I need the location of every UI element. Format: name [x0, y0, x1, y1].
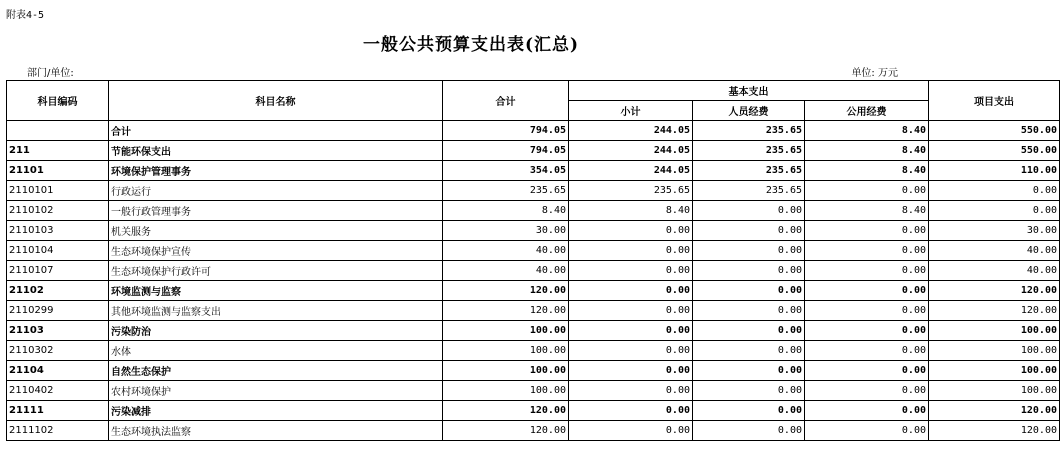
- cell-public: 0.00: [805, 401, 929, 421]
- cell-public: 0.00: [805, 341, 929, 361]
- cell-public: 0.00: [805, 241, 929, 261]
- cell-code: 21101: [7, 161, 109, 181]
- cell-project: 120.00: [929, 281, 1060, 301]
- table-row: [7, 181, 1060, 201]
- cell-project: 120.00: [929, 401, 1060, 421]
- cell-public: 8.40: [805, 201, 929, 221]
- cell-total: 235.65: [443, 181, 569, 201]
- cell-project: 40.00: [929, 261, 1060, 281]
- cell-project: 100.00: [929, 321, 1060, 341]
- cell-project: 110.00: [929, 161, 1060, 181]
- cell-personnel: 0.00: [693, 341, 805, 361]
- cell-total: 794.05: [443, 121, 569, 141]
- table-row: [7, 301, 1060, 321]
- cell-project: 550.00: [929, 121, 1060, 141]
- cell-code: 2111102: [7, 421, 109, 441]
- cell-personnel: 0.00: [693, 421, 805, 441]
- cell-total: 120.00: [443, 301, 569, 321]
- table-row: [7, 281, 1060, 301]
- cell-code: 2110101: [7, 181, 109, 201]
- cell-public: 8.40: [805, 121, 929, 141]
- cell-name: 污染减排: [109, 401, 443, 421]
- header-total: 合计: [443, 81, 569, 121]
- table-row: [7, 341, 1060, 361]
- cell-code: 211: [7, 141, 109, 161]
- table-row: [7, 401, 1060, 421]
- cell-personnel: 235.65: [693, 161, 805, 181]
- cell-name: 生态环境保护宣传: [109, 241, 443, 261]
- table-body: [7, 121, 1060, 441]
- header-code: 科目编码: [7, 81, 109, 121]
- cell-subtotal: 0.00: [569, 261, 693, 281]
- cell-code: 2110102: [7, 201, 109, 221]
- cell-public: 0.00: [805, 381, 929, 401]
- table-row: [7, 381, 1060, 401]
- cell-subtotal: 0.00: [569, 421, 693, 441]
- cell-public: 8.40: [805, 141, 929, 161]
- cell-personnel: 0.00: [693, 261, 805, 281]
- cell-total: 354.05: [443, 161, 569, 181]
- cell-name: 其他环境监测与监察支出: [109, 301, 443, 321]
- cell-total: 8.40: [443, 201, 569, 221]
- cell-name: 节能环保支出: [109, 141, 443, 161]
- cell-subtotal: 0.00: [569, 381, 693, 401]
- table-row: [7, 121, 1060, 141]
- cell-name: 一般行政管理事务: [109, 201, 443, 221]
- cell-project: 40.00: [929, 241, 1060, 261]
- cell-name: 环境监测与监察: [109, 281, 443, 301]
- table-row: [7, 361, 1060, 381]
- cell-public: 0.00: [805, 221, 929, 241]
- header-row-1: [7, 81, 1060, 101]
- cell-personnel: 0.00: [693, 401, 805, 421]
- cell-name: 污染防治: [109, 321, 443, 341]
- cell-name: 水体: [109, 341, 443, 361]
- header-personnel: 人员经费: [693, 101, 805, 121]
- cell-project: 100.00: [929, 341, 1060, 361]
- cell-code: 2110299: [7, 301, 109, 321]
- cell-personnel: 0.00: [693, 241, 805, 261]
- cell-project: 100.00: [929, 361, 1060, 381]
- table-row: [7, 141, 1060, 161]
- cell-public: 8.40: [805, 161, 929, 181]
- cell-subtotal: 0.00: [569, 361, 693, 381]
- cell-public: 0.00: [805, 361, 929, 381]
- cell-subtotal: 0.00: [569, 321, 693, 341]
- cell-code: 2110104: [7, 241, 109, 261]
- cell-subtotal: 0.00: [569, 341, 693, 361]
- table-row: [7, 321, 1060, 341]
- cell-project: 120.00: [929, 301, 1060, 321]
- cell-personnel: 0.00: [693, 321, 805, 341]
- cell-public: 0.00: [805, 181, 929, 201]
- cell-public: 0.00: [805, 321, 929, 341]
- cell-total: 120.00: [443, 421, 569, 441]
- cell-name: 环境保护管理事务: [109, 161, 443, 181]
- cell-subtotal: 244.05: [569, 141, 693, 161]
- cell-code: 2110103: [7, 221, 109, 241]
- cell-project: 120.00: [929, 421, 1060, 441]
- cell-subtotal: 0.00: [569, 301, 693, 321]
- page-title: 一般公共预算支出表(汇总): [362, 35, 580, 55]
- cell-total: 40.00: [443, 261, 569, 281]
- cell-personnel: 0.00: [693, 281, 805, 301]
- header-basic: 基本支出: [569, 81, 929, 101]
- cell-personnel: 0.00: [693, 381, 805, 401]
- budget-table: [6, 80, 1060, 441]
- cell-public: 0.00: [805, 301, 929, 321]
- table-row: [7, 421, 1060, 441]
- cell-total: 120.00: [443, 401, 569, 421]
- cell-project: 0.00: [929, 181, 1060, 201]
- cell-personnel: 235.65: [693, 181, 805, 201]
- header-subtotal: 小计: [569, 101, 693, 121]
- cell-subtotal: 0.00: [569, 221, 693, 241]
- cell-project: 30.00: [929, 221, 1060, 241]
- cell-total: 100.00: [443, 341, 569, 361]
- cell-subtotal: 0.00: [569, 241, 693, 261]
- cell-code: 21102: [7, 281, 109, 301]
- cell-personnel: 0.00: [693, 221, 805, 241]
- table-row: [7, 221, 1060, 241]
- cell-total: 100.00: [443, 381, 569, 401]
- cell-total: 100.00: [443, 321, 569, 341]
- cell-code: 2110302: [7, 341, 109, 361]
- cell-code: 21103: [7, 321, 109, 341]
- cell-code: 21111: [7, 401, 109, 421]
- cell-name: 自然生态保护: [109, 361, 443, 381]
- cell-project: 550.00: [929, 141, 1060, 161]
- cell-personnel: 0.00: [693, 361, 805, 381]
- cell-personnel: 235.65: [693, 141, 805, 161]
- table-row: [7, 261, 1060, 281]
- dept-label: 部门/单位:: [27, 68, 74, 79]
- table-row: [7, 241, 1060, 261]
- cell-subtotal: 0.00: [569, 401, 693, 421]
- header-project: 项目支出: [929, 81, 1060, 121]
- cell-public: 0.00: [805, 261, 929, 281]
- cell-total: 30.00: [443, 221, 569, 241]
- cell-name: 生态环境保护行政许可: [109, 261, 443, 281]
- cell-subtotal: 244.05: [569, 121, 693, 141]
- cell-public: 0.00: [805, 281, 929, 301]
- doc-label: 附表4-5: [6, 10, 45, 21]
- cell-name: 行政运行: [109, 181, 443, 201]
- cell-code: 2110402: [7, 381, 109, 401]
- table-row: [7, 161, 1060, 181]
- cell-personnel: 0.00: [693, 301, 805, 321]
- table-header: [7, 81, 1060, 121]
- cell-subtotal: 235.65: [569, 181, 693, 201]
- cell-name: 生态环境执法监察: [109, 421, 443, 441]
- cell-subtotal: 8.40: [569, 201, 693, 221]
- header-public: 公用经费: [805, 101, 929, 121]
- header-name: 科目名称: [109, 81, 443, 121]
- cell-code: 2110107: [7, 261, 109, 281]
- cell-personnel: 235.65: [693, 121, 805, 141]
- cell-total: 100.00: [443, 361, 569, 381]
- cell-subtotal: 244.05: [569, 161, 693, 181]
- cell-subtotal: 0.00: [569, 281, 693, 301]
- unit-label: 单位: 万元: [851, 68, 898, 79]
- cell-name: 农村环境保护: [109, 381, 443, 401]
- cell-code: [7, 121, 109, 141]
- cell-total: 120.00: [443, 281, 569, 301]
- table-row: [7, 201, 1060, 221]
- cell-personnel: 0.00: [693, 201, 805, 221]
- cell-total: 794.05: [443, 141, 569, 161]
- cell-name: 合计: [109, 121, 443, 141]
- cell-project: 100.00: [929, 381, 1060, 401]
- cell-project: 0.00: [929, 201, 1060, 221]
- cell-public: 0.00: [805, 421, 929, 441]
- cell-total: 40.00: [443, 241, 569, 261]
- cell-name: 机关服务: [109, 221, 443, 241]
- cell-code: 21104: [7, 361, 109, 381]
